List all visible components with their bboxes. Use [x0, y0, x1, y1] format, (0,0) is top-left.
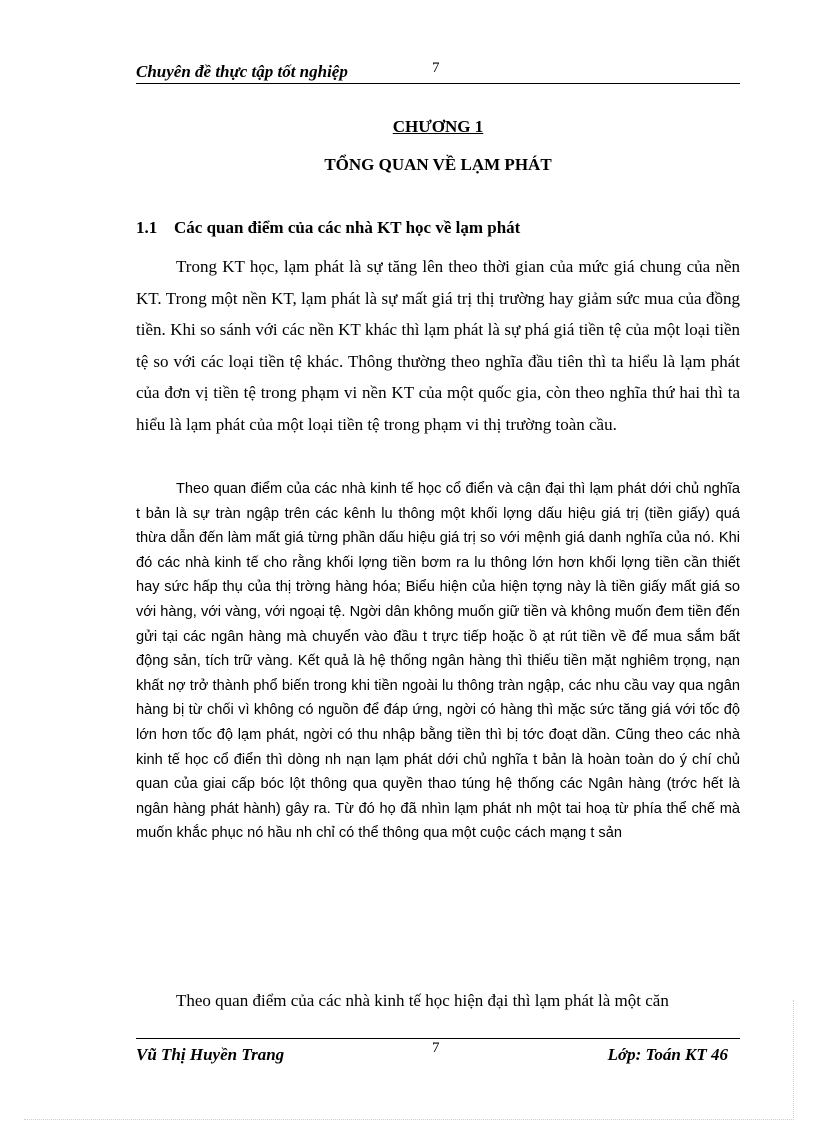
- header-rule: [136, 83, 740, 84]
- section-heading: [136, 218, 520, 238]
- page-edge-right: [793, 1000, 794, 1120]
- header-page-number: 7: [432, 60, 440, 76]
- footer-class: Lớp: Toán KT 46: [607, 1045, 728, 1064]
- footer-page-number: 7: [432, 1040, 440, 1056]
- paragraph-classical-view: Theo quan điểm của các nhà kinh tế học cổ điển và cận đại thì lạm phát dới chủ nghĩa t bản là sự tràn ngập trên các kênh lu thông một khối lợng dấu hiệu giá trị (tiền giấy) quá thừa dẫn đến làm mất giá từng phần dấu hiệu giá trị so với mệnh giá danh nghĩa của nó. Khi đó các nhà kinh tế cho rằng khối lợng tiền bơm ra lu thông lớn hơn khối lợng tiền cần thiết hay sức hấp thụ của thị trờng hàng hóa; Biểu hiện của hiện tợng này là tiền giấy mất giá so với hàng, với vàng, với ngoại tệ. Ngời dân không muốn giữ tiền và không muốn đem tiền đến gửi tại các ngân hàng mà chuyển vào đầu t trực tiếp hoặc ồ ạt rút tiền về để mua sắm bất động sản, tích trữ vàng. Kết quả là hệ thống ngân hàng thì thiếu tiền mặt nghiêm trọng, nạn khất nợ trở thành phổ biến trong khi tiền ngoài lu thông tràn ngập, các nhu cầu vay qua ngân hàng bị từ chối vì không có nguồn để đáp ứng, ngời có hàng thì mặc sức tăng giá với tốc độ lớn hơn tốc độ lạm phát, ngời có thu nhập bằng tiền thì bị tớc đoạt dần. Cũng theo các nhà kinh tế học cổ điển thì dòng nh nạn lạm phát dới chủ nghĩa t bản là hoàn toàn do ý chí chủ quan của giai cấp bóc lột thông qua quyền thao túng hệ thống các Ngân hàng (trớc hết là ngân hàng phát hành) gây ra. Từ đó họ đã nhìn lạm phát nh một tai hoạ từ phía thể chế mà muốn khắc phục nó hầu nh chỉ có thể thông qua một cuộc cách mạng t sản: [136, 481, 740, 842]
- paragraph-modern-view: Theo quan điểm của các nhà kinh tế học hiện đại thì lạm phát là một căn: [176, 991, 669, 1010]
- footer-rule: [136, 1038, 740, 1039]
- footer-author: Vũ Thị Huyền Trang: [136, 1045, 285, 1064]
- paragraph-definition: Trong KT học, lạm phát là sự tăng lên theo thời gian của mức giá chung của nền KT. Trong một nền KT, lạm phát là sự mất giá trị thị trường hay giảm sức mua của đồng tiền. Khi so sánh với các nền KT khác thì lạm phát là sự phá giá tiền tệ của một loại tiền tệ so với các loại tiền tệ khác. Thông thường theo nghĩa đầu tiên thì ta hiểu là lạm phát của đơn vị tiền tệ trong phạm vi nền KT của một quốc gia, còn theo nghĩa thứ hai thì ta hiểu là lạm phát của một loại tiền tệ trong phạm vi thị trường toàn cầu.: [136, 257, 740, 434]
- chapter-title: TỔNG QUAN VỀ LẠM PHÁT: [324, 155, 552, 174]
- chapter-number-text: CHƯƠNG 1: [392, 117, 484, 136]
- header-title: Chuyên đề thực tập tốt nghiệp: [136, 62, 348, 81]
- section-number: 1.1: [136, 218, 158, 237]
- page-footer: [136, 1040, 740, 1065]
- page-header: [136, 60, 740, 82]
- page-edge-bottom: [24, 1119, 794, 1120]
- chapter-number: [136, 117, 740, 137]
- section-title: Các quan điểm của các nhà KT học về lạm phát: [174, 218, 521, 237]
